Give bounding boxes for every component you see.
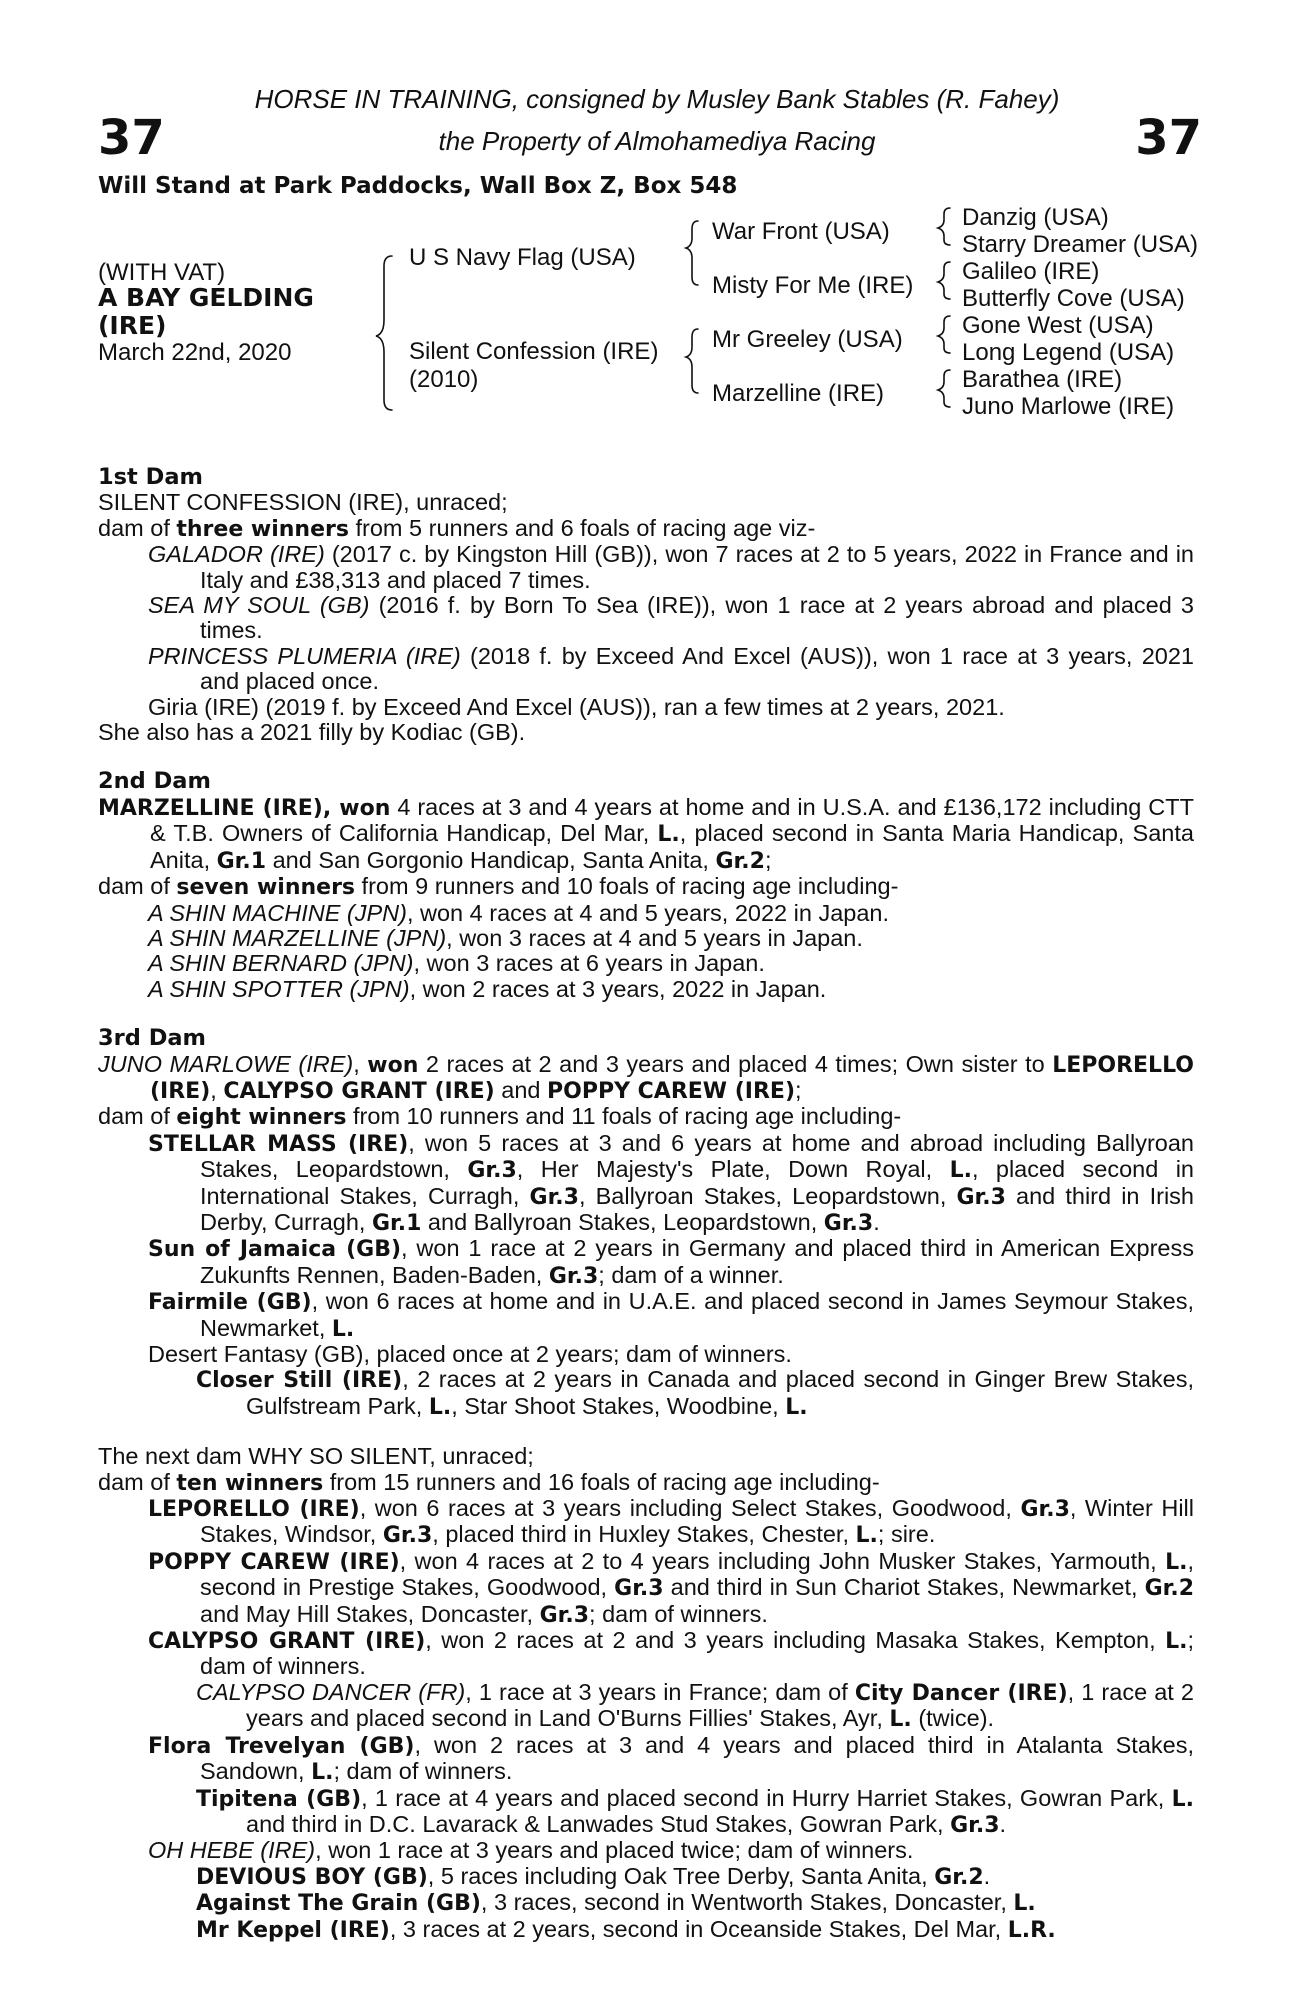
list-item: LEPORELLO (IRE), won 6 races at 3 years including Select Stakes, Goodwood, Gr.3, Winter Hill Stakes, Windsor, Gr.3, placed third in Huxley Stakes, Chester, L.; sire.	[148, 1495, 1194, 1549]
ggp-7: Barathea (IRE)	[962, 366, 1123, 393]
list-item: A SHIN MARZELLINE (JPN), won 3 races at 4 and 5 years in Japan.	[148, 924, 863, 951]
first-dam-heading: 1st Dam	[98, 464, 203, 490]
sire-sire: War Front (USA)	[712, 218, 890, 245]
third-dam-produce-line: dam of eight winners from 10 runners and 11 foals of racing age including-	[98, 1103, 902, 1131]
bracket-sire	[686, 221, 698, 285]
second-dam-produce-line: dam of seven winners from 9 runners and 10 foals of racing age including-	[98, 873, 899, 901]
dam: Silent Confession (IRE)	[409, 338, 659, 365]
list-item: Tipitena (GB), 1 race at 4 years and placed second in Hurry Harriet Stakes, Gowran Park, L. and third in D.C. Lavarack & Lanwades Stud Stakes, Gowran Park, Gr.3.	[196, 1784, 1194, 1838]
pedigree-text	[98, 465, 1194, 1943]
ggp-6: Long Legend (USA)	[962, 339, 1175, 366]
ggp-3: Galileo (IRE)	[962, 258, 1100, 285]
list-item: Fairmile (GB), won 6 races at home and in U.A.E. and placed second in James Seymour Stakes, Newmarket, L.	[148, 1288, 1195, 1342]
sire-dam: Misty For Me (IRE)	[712, 272, 914, 299]
sire: U S Navy Flag (USA)	[409, 244, 636, 271]
list-item: CALYPSO DANCER (FR), 1 race at 3 years in France; dam of City Dancer (IRE), 1 race at 2 years and placed second in Land O'Burns Fillies' Stakes, Ayr, L. (twice).	[196, 1678, 1194, 1733]
bracket-main	[376, 256, 392, 410]
lot-number-right: 37	[1135, 110, 1202, 166]
ggp-8: Juno Marlowe (IRE)	[962, 393, 1175, 420]
list-item: A SHIN BERNARD (JPN), won 3 races at 6 years in Japan.	[148, 950, 765, 977]
foaling-date: March 22nd, 2020	[98, 339, 292, 366]
list-item: CALYPSO GRANT (IRE), won 2 races at 2 and 3 years including Masaka Stakes, Kempton, L.; dam of winners.	[148, 1627, 1195, 1680]
ggp-5: Gone West (USA)	[962, 312, 1154, 339]
list-item: STELLAR MASS (IRE), won 5 races at 3 and 6 years at home and abroad including Ballyroan Stakes, Leopardstown, Gr.3, Her Majesty's Plate, Down Royal, L., placed second in International Stakes, Curragh, Gr.3, Ballyroan Stakes, Leopardstown, Gr.3 and third in Irish Derby, Curragh, Gr.1 and Ballyroan Stakes, Leopardstown, Gr.3.	[148, 1129, 1194, 1236]
list-item: Desert Fantasy (GB), placed once at 2 years; dam of winners.	[148, 1341, 792, 1367]
ggp-1: Danzig (USA)	[962, 204, 1109, 231]
bracket-ggp-3	[938, 316, 950, 353]
dam-sire: Mr Greeley (USA)	[712, 326, 903, 353]
list-item: DEVIOUS BOY (GB), 5 races including Oak Tree Derby, Santa Anita, Gr.2.	[196, 1862, 991, 1890]
bracket-dam	[686, 329, 698, 393]
lot-number-left: 37	[98, 110, 165, 166]
bracket-ggp-1	[938, 208, 950, 245]
first-dam-line: SILENT CONFESSION (IRE), unraced;	[98, 489, 508, 516]
list-item: Mr Keppel (IRE), 3 races at 2 years, second in Oceanside Stakes, Del Mar, L.R.	[196, 1915, 1056, 1943]
first-dam-note: She also has a 2021 filly by Kodiac (GB).	[98, 719, 526, 746]
vat-label: (WITH VAT)	[98, 259, 226, 286]
next-dam-produce-line: dam of ten winners from 15 runners and 16 foals of racing age including-	[98, 1468, 880, 1496]
list-item: Sun of Jamaica (GB), won 1 race at 2 years in Germany and placed third in American Express Zukunfts Rennen, Baden-Baden, Gr.3; dam of a winner.	[148, 1235, 1194, 1289]
property-line: the Property of Almohamediya Racing	[438, 126, 876, 156]
second-dam-line: MARZELLINE (IRE), won 4 races at 3 and 4 years at home and in U.S.A. and £136,172 including CTT & T.B. Owners of California Handicap, Del Mar, L., placed second in Santa Maria Handicap, Santa Anita, Gr.1 and San Gorgonio Handicap, Santa Anita, Gr.2;	[98, 793, 1194, 874]
list-item: SEA MY SOUL (GB) (2016 f. by Born To Sea (IRE)), won 1 race at 2 years abroad and placed 3 times.	[148, 592, 1194, 644]
list-item: Closer Still (IRE), 2 races at 2 years in Canada and placed second in Ginger Brew Stakes, Gulfstream Park, L., Star Shoot Stakes, Woodbine, L.	[196, 1366, 1195, 1420]
horse-origin: (IRE)	[98, 311, 167, 340]
list-item: Flora Trevelyan (GB), won 2 races at 3 and 4 years and placed third in Atalanta Stakes, Sandown, L.; dam of winners.	[148, 1731, 1194, 1786]
dam-dam: Marzelline (IRE)	[712, 380, 885, 407]
first-dam-produce-line: dam of three winners from 5 runners and 6 foals of racing age viz-	[98, 514, 816, 542]
list-item: GALADOR (IRE) (2017 c. by Kingston Hill (GB)), won 7 races at 2 to 5 years, 2022 in France and in Italy and £38,313 and placed 7 times.	[148, 541, 1195, 593]
third-dam-line: JUNO MARLOWE (IRE), won 2 races at 2 and 3 years and placed 4 times; Own sister to LEPORELLO (IRE), CALYPSO GRANT (IRE) and POPPY CAREW (IRE);	[98, 1050, 1194, 1104]
second-dam-heading: 2nd Dam	[98, 768, 211, 795]
ggp-4: Butterfly Cove (USA)	[962, 285, 1185, 312]
list-item: A SHIN SPOTTER (JPN), won 2 races at 3 years, 2022 in Japan.	[148, 975, 827, 1002]
list-item: Giria (IRE) (2019 f. by Exceed And Excel (AUS)), ran a few times at 2 years, 2021.	[148, 693, 1005, 720]
horse-description: A BAY GELDING	[98, 283, 314, 312]
list-item: OH HEBE (IRE), won 1 race at 3 years and placed twice; dam of winners.	[148, 1837, 914, 1864]
third-dam-heading: 3rd Dam	[98, 1025, 206, 1052]
dam-year: (2010)	[409, 366, 479, 393]
pedigree-brackets	[0, 0, 1314, 440]
bracket-ggp-4	[938, 370, 950, 407]
consignor-line: HORSE IN TRAINING, consigned by Musley Bank Stables (R. Fahey)	[254, 84, 1060, 114]
bracket-ggp-2	[938, 262, 950, 299]
list-item: PRINCESS PLUMERIA (IRE) (2018 f. by Exceed And Excel (AUS)), won 1 race at 3 years, 2021 and placed once.	[148, 642, 1194, 695]
list-item: Against The Grain (GB), 3 races, second in Wentworth Stakes, Doncaster, L.	[196, 1889, 1036, 1917]
location-line: Will Stand at Park Paddocks, Wall Box Z, Box 548	[98, 173, 738, 199]
next-dam-line: The next dam WHY SO SILENT, unraced;	[98, 1443, 534, 1470]
ggp-2: Starry Dreamer (USA)	[962, 231, 1199, 258]
list-item: POPPY CAREW (IRE), won 4 races at 2 to 4 years including John Musker Stakes, Yarmouth, L., second in Prestige Stakes, Goodwood, Gr.3 and third in Sun Chariot Stakes, Newmarket, Gr.2 and May Hill Stakes, Doncaster, Gr.3; dam of winners.	[148, 1547, 1194, 1628]
list-item: A SHIN MACHINE (JPN), won 4 races at 4 and 5 years, 2022 in Japan.	[148, 899, 890, 926]
